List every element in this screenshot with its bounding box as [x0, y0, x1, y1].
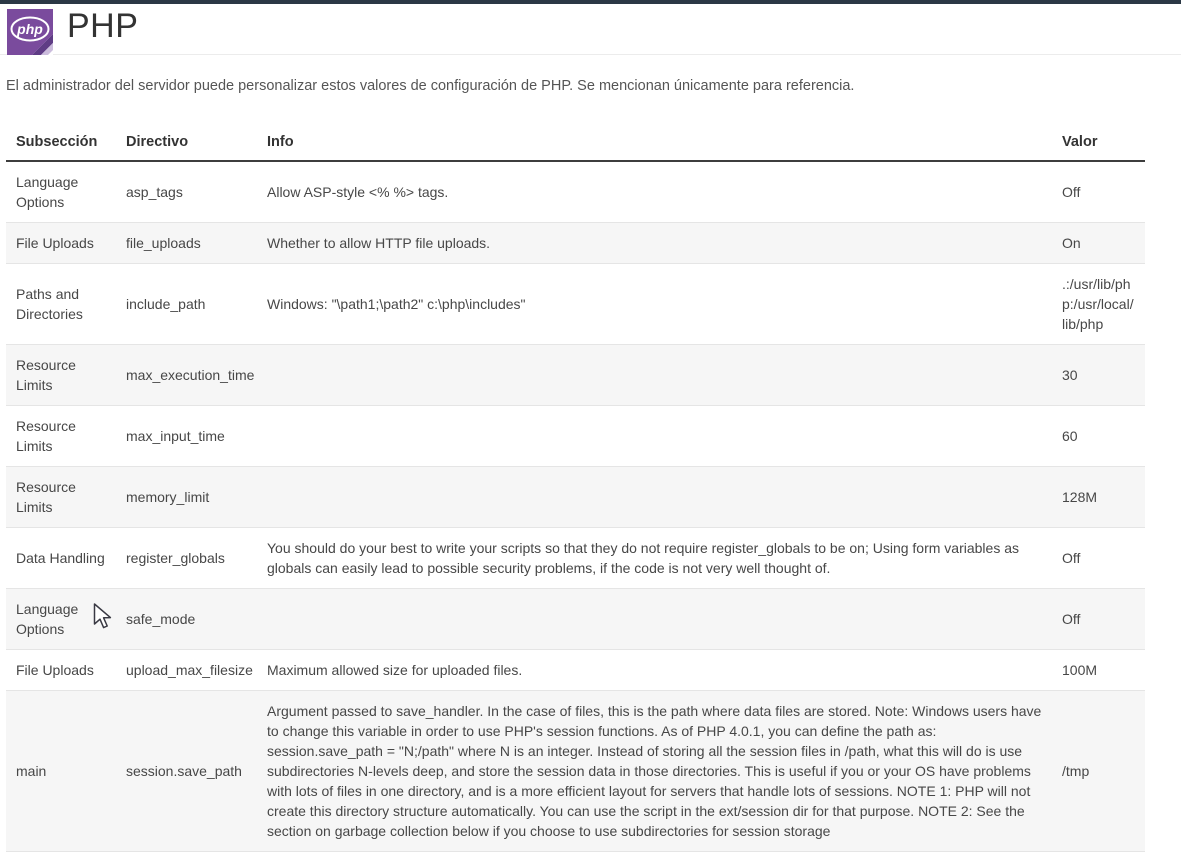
subsection-cell: Language Options	[6, 161, 116, 223]
column-header-value: Valor	[1052, 126, 1145, 161]
column-header-directive: Directivo	[116, 126, 257, 161]
subsection-cell: Resource Limits	[6, 345, 116, 406]
info-cell: Maximum allowed size for uploaded files.	[257, 650, 1052, 691]
table-row	[6, 650, 1145, 691]
value-cell: On	[1052, 223, 1145, 264]
info-cell: Whether to allow HTTP file uploads.	[257, 223, 1052, 264]
main-content	[0, 76, 1181, 852]
table-row	[6, 691, 1145, 852]
info-cell	[257, 345, 1052, 406]
page-title: PHP	[67, 7, 139, 45]
subsection-cell: File Uploads	[6, 650, 116, 691]
value-cell: Off	[1052, 589, 1145, 650]
table-row	[6, 467, 1145, 528]
table-body	[6, 161, 1145, 852]
subsection-cell: Paths and Directories	[6, 264, 116, 345]
info-cell	[257, 467, 1052, 528]
table-row	[6, 264, 1145, 345]
table-header	[6, 126, 1145, 161]
info-cell	[257, 406, 1052, 467]
directive-cell: upload_max_filesize	[116, 650, 257, 691]
subsection-cell: main	[6, 691, 116, 852]
directive-cell: include_path	[116, 264, 257, 345]
php-config-table	[6, 126, 1145, 852]
directive-cell: session.save_path	[116, 691, 257, 852]
directive-cell: max_execution_time	[116, 345, 257, 406]
value-cell: Off	[1052, 528, 1145, 589]
table-row	[6, 528, 1145, 589]
value-cell: 128M	[1052, 467, 1145, 528]
value-cell: 30	[1052, 345, 1145, 406]
subsection-cell: Data Handling	[6, 528, 116, 589]
info-cell	[257, 589, 1052, 650]
subsection-cell: File Uploads	[6, 223, 116, 264]
page-header	[0, 4, 1181, 55]
info-cell: Allow ASP-style <% %> tags.	[257, 161, 1052, 223]
directive-cell: file_uploads	[116, 223, 257, 264]
directive-cell: register_globals	[116, 528, 257, 589]
table-row	[6, 406, 1145, 467]
php-logo-text: php	[17, 21, 43, 37]
table-row	[6, 161, 1145, 223]
info-cell: You should do your best to write your scripts so that they do not require register_globals to be on; Using form variables as globals can easily lead to possible security problems, if the code is not very well thought of.	[257, 528, 1052, 589]
info-cell: Argument passed to save_handler. In the case of files, this is the path where data files are stored. Note: Windows users have to change this variable in order to use PHP's session functions. As of PHP 4.0.1, you can define the path as: session.save_path = "N;/path" where N is an integer. Instead of storing all the session files in /path, what this will do is use subdirectories N-levels deep, and store the session data in those directories. This is useful if you or your OS have problems with lots of files in one directory, and is a more efficient layout for servers that handle lots of sessions. NOTE 1: PHP will not create this directory structure automatically. You can use the script in the ext/session dir for that purpose. NOTE 2: See the section on garbage collection below if you choose to use subdirectories for session storage	[257, 691, 1052, 852]
subsection-cell: Resource Limits	[6, 467, 116, 528]
php-logo-icon	[7, 9, 53, 55]
table-header-row	[6, 126, 1145, 161]
column-header-info: Info	[257, 126, 1052, 161]
directive-cell: memory_limit	[116, 467, 257, 528]
column-header-subsection: Subsección	[6, 126, 116, 161]
table-row	[6, 223, 1145, 264]
value-cell: /tmp	[1052, 691, 1145, 852]
intro-text: El administrador del servidor puede personalizar estos valores de configuración de PHP. Se mencionan únicamente para referencia.	[6, 78, 855, 94]
directive-cell: safe_mode	[116, 589, 257, 650]
value-cell: 60	[1052, 406, 1145, 467]
directive-cell: max_input_time	[116, 406, 257, 467]
info-cell: Windows: "\path1;\path2" c:\php\includes"	[257, 264, 1052, 345]
table-row	[6, 345, 1145, 406]
table-row	[6, 589, 1145, 650]
directive-cell: asp_tags	[116, 161, 257, 223]
subsection-cell: Language Options	[6, 589, 116, 650]
value-cell: .:/usr/lib/php:/usr/local/lib/php	[1052, 264, 1145, 345]
value-cell: 100M	[1052, 650, 1145, 691]
value-cell: Off	[1052, 161, 1145, 223]
subsection-cell: Resource Limits	[6, 406, 116, 467]
